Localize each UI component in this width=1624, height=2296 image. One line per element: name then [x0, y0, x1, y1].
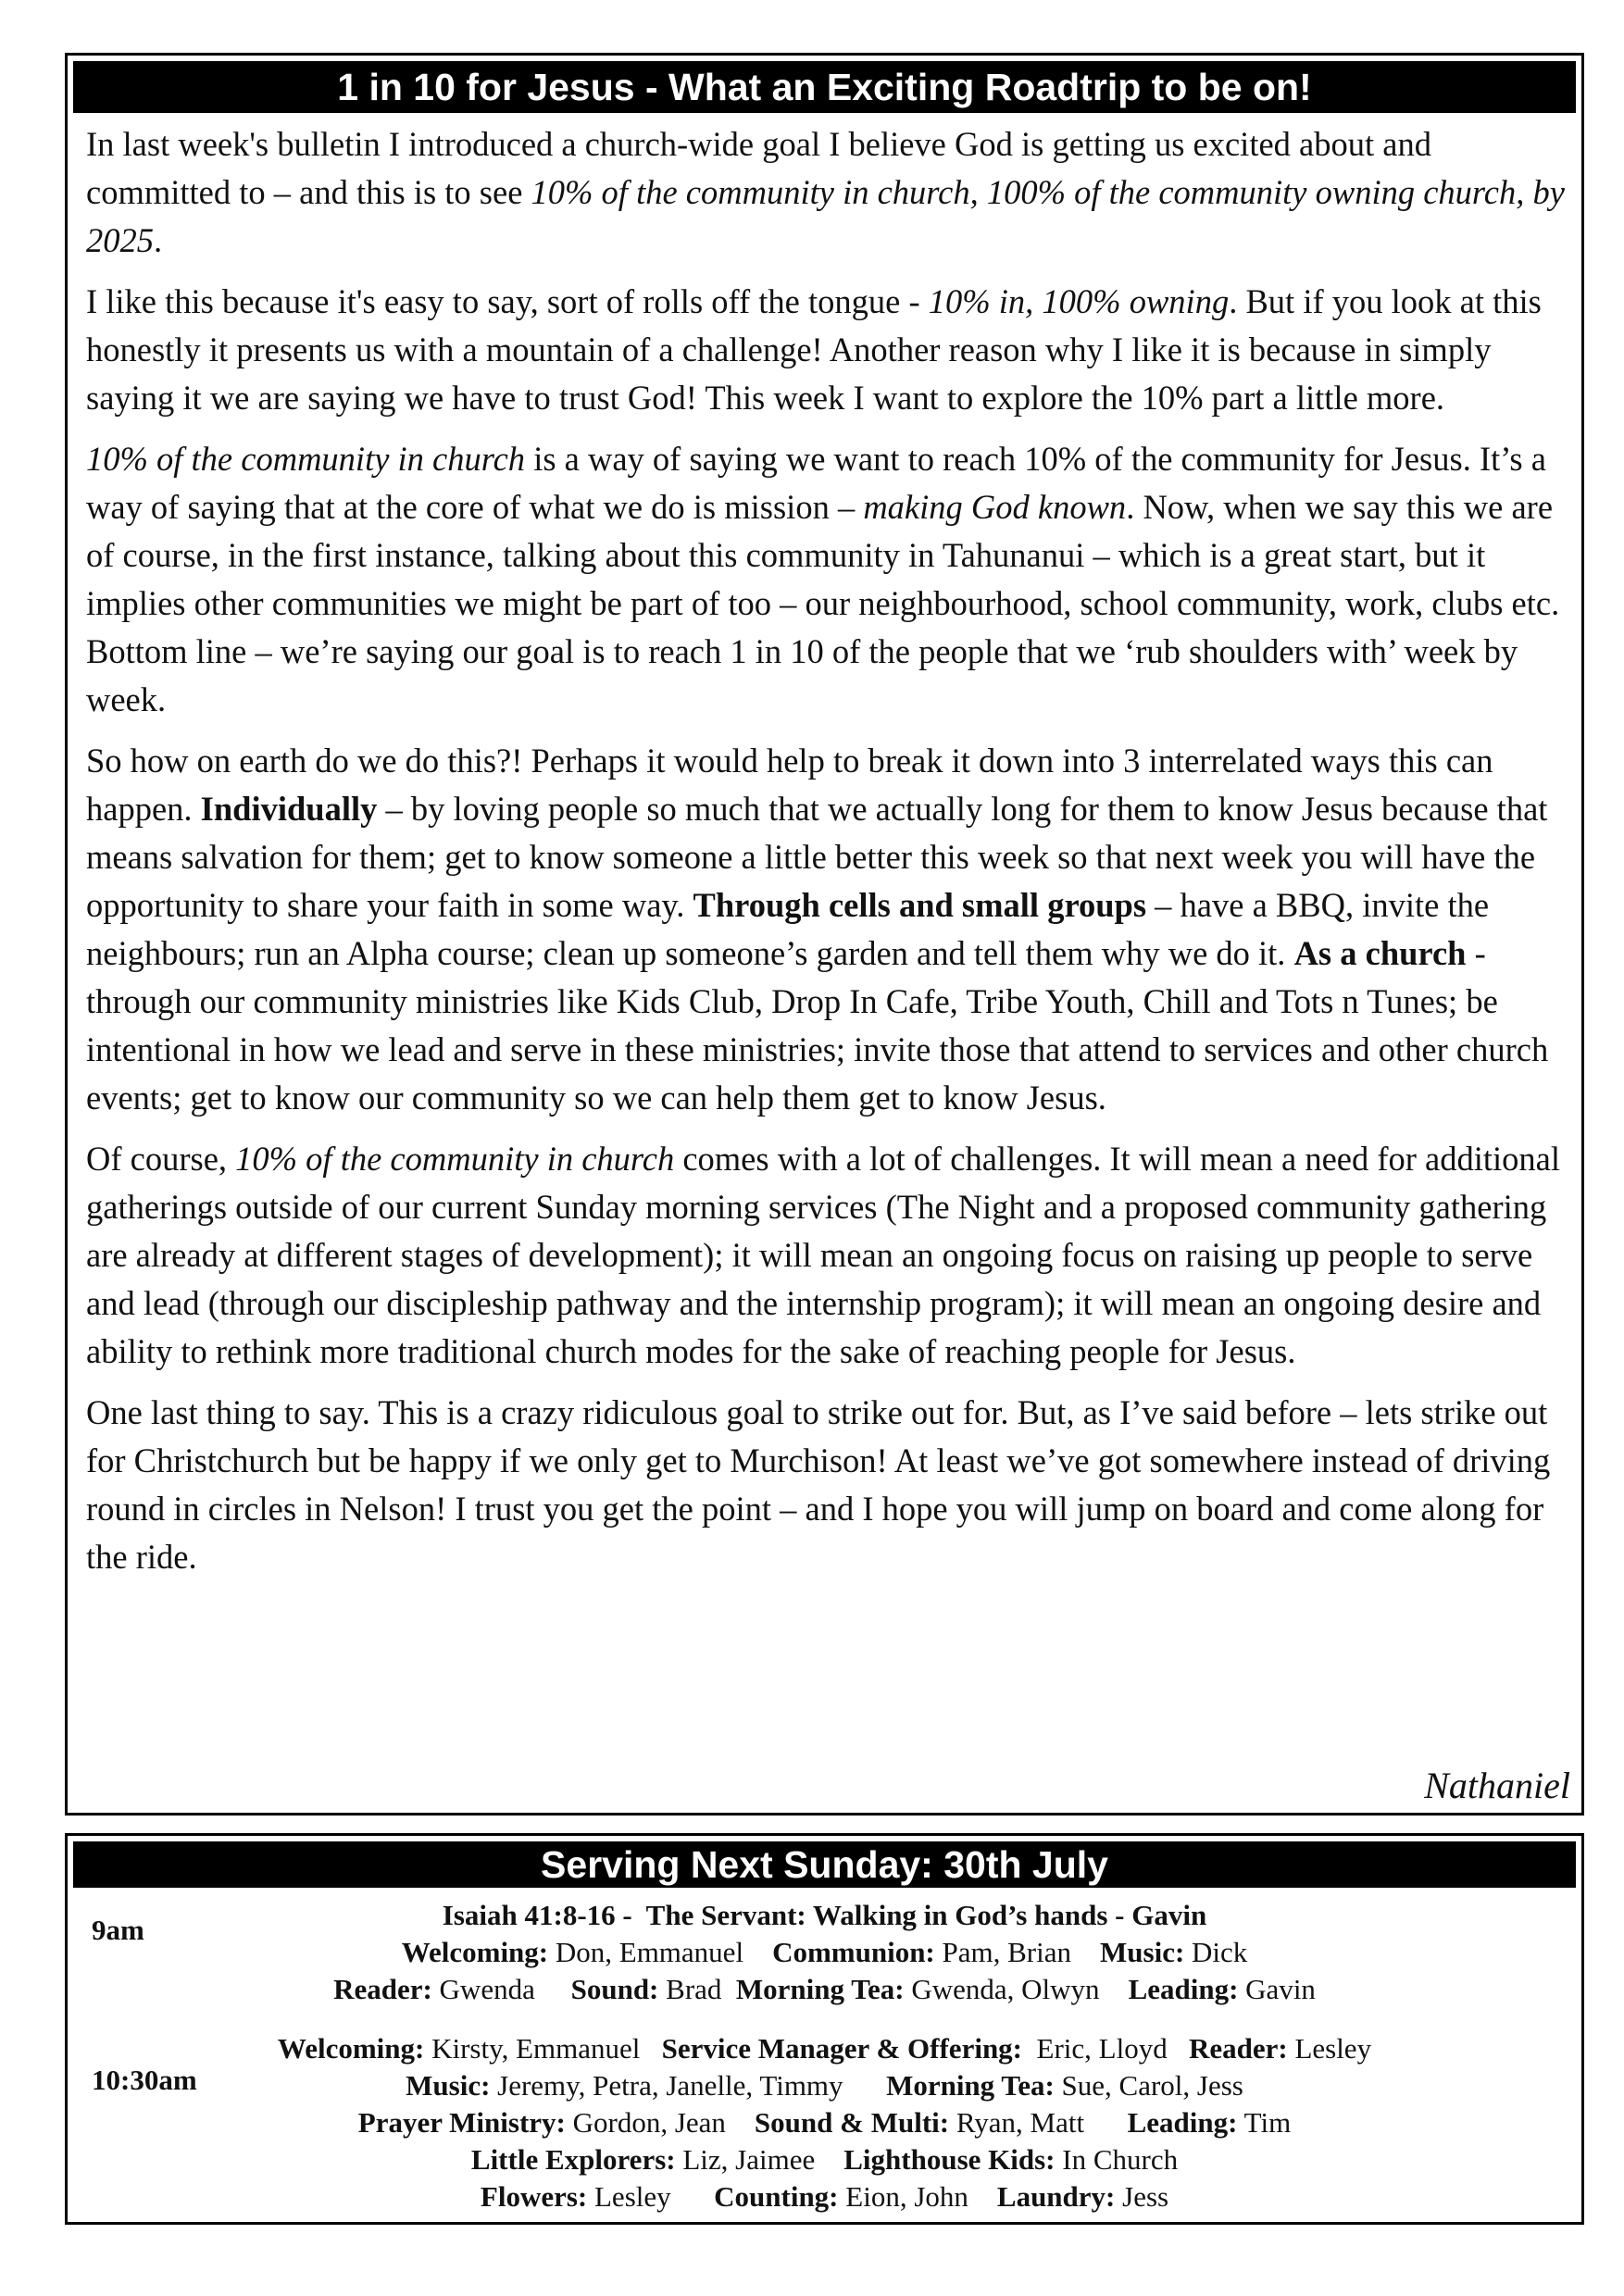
ten-row-5: Flowers: Lesley Counting: Eion, John Laundry: Jess	[480, 2180, 1169, 2213]
article-body	[68, 113, 1581, 1581]
time-9am: 9am	[92, 1914, 144, 1946]
signature: Nathaniel	[1424, 1765, 1570, 1806]
ten-row-3: Prayer Ministry: Gordon, Jean Sound & Multi: Ryan, Matt Leading: Tim	[357, 2106, 1292, 2139]
article-title: 1 in 10 for Jesus - What an Exciting Roadtrip to be on!	[73, 61, 1576, 113]
article-box	[65, 53, 1584, 1816]
paragraph-3: 10% of the community in church is a way of saying we want to reach 10% of the community for Jesus. It’s a way of saying that at the core of what we do is mission – making God known. Now, when we say this we are of course, in the first instance, talking about this community in Tahunanui – which is a great start, but it implies other communities we might be part of too – our neighbourhood, school community, work, clubs etc. Bottom line – we’re saying our goal is to reach 1 in 10 of the people that we ‘rub shoulders with’ week by week.	[86, 440, 1560, 718]
nine-row-1: Welcoming: Don, Emmanuel Communion: Pam, Brian Music: Dick	[401, 1936, 1248, 1968]
paragraph-4: So how on earth do we do this?! Perhaps it would help to break it down into 3 interrelated ways this can happen. Individually – by loving people so much that we actually long for them to know Jesus because that means salvation for them; get to know someone a little better this week so that next week you will have the opportunity to share your faith in some way. Through cells and small groups – have a BBQ, invite the neighbours; run an Alpha course; clean up someone’s garden and tell them why we do it. As a church - through our community ministries like Kids Club, Drop In Cafe, Tribe Youth, Chill and Tots n Tunes; be intentional in how we lead and serve in these ministries; invite those that attend to services and other church events; get to know our community so we can help them get to know Jesus.	[86, 742, 1549, 1117]
nine-heading: Isaiah 41:8-16 - The Servant: Walking in God’s hands - Gavin	[442, 1899, 1207, 1931]
ten-row-1: Welcoming: Kirsty, Emmanuel Service Manager & Offering: Eric, Lloyd Reader: Lesley	[277, 2032, 1372, 2065]
paragraph-6: One last thing to say. This is a crazy ridiculous goal to strike out for. But, as I’ve said before – lets strike out for Christchurch but be happy if we only get to Murchison! At least we’ve got somewhere instead of driving round in circles in Nelson! I trust you get the point – and I hope you will jump on board and come along for the ride.	[86, 1393, 1551, 1576]
serving-box	[65, 1833, 1584, 2225]
paragraph-5: Of course, 10% of the community in church comes with a lot of challenges. It will mean a need for additional gatherings outside of our current Sunday morning services (The Night and a proposed community gathering are already at different stages of development); it will mean an ongoing focus on raising up people to serve and lead (through our discipleship pathway and the internship program); it will mean an ongoing desire and ability to rethink more traditional church modes for the sake of reaching people for Jesus.	[86, 1140, 1561, 1370]
time-1030am: 10:30am	[92, 2064, 197, 2096]
nine-row-2: Reader: Gwenda Sound: Brad Morning Tea: Gwenda, Olwyn Leading: Gavin	[333, 1973, 1316, 2005]
serving-content	[68, 1888, 1581, 2215]
serving-title: Serving Next Sunday: 30th July	[73, 1841, 1576, 1888]
paragraph-1: In last week's bulletin I introduced a church-wide goal I believe God is getting us excited about and committed to – and this is to see 10% of the community in church, 100% of the community owning church, by 2025.	[86, 125, 1565, 259]
ten-row-2: Music: Jeremy, Petra, Janelle, Timmy Morning Tea: Sue, Carol, Jess	[406, 2069, 1243, 2102]
paragraph-2: I like this because it's easy to say, sort of rolls off the tongue - 10% in, 100% owning. But if you look at this honestly it presents us with a mountain of a challenge! Another reason why I like it is because in simply saying it we are saying we have to trust God! This week I want to explore the 10% part a little more.	[86, 282, 1542, 417]
ten-row-4: Little Explorers: Liz, Jaimee Lighthouse Kids: In Church	[470, 2143, 1179, 2176]
